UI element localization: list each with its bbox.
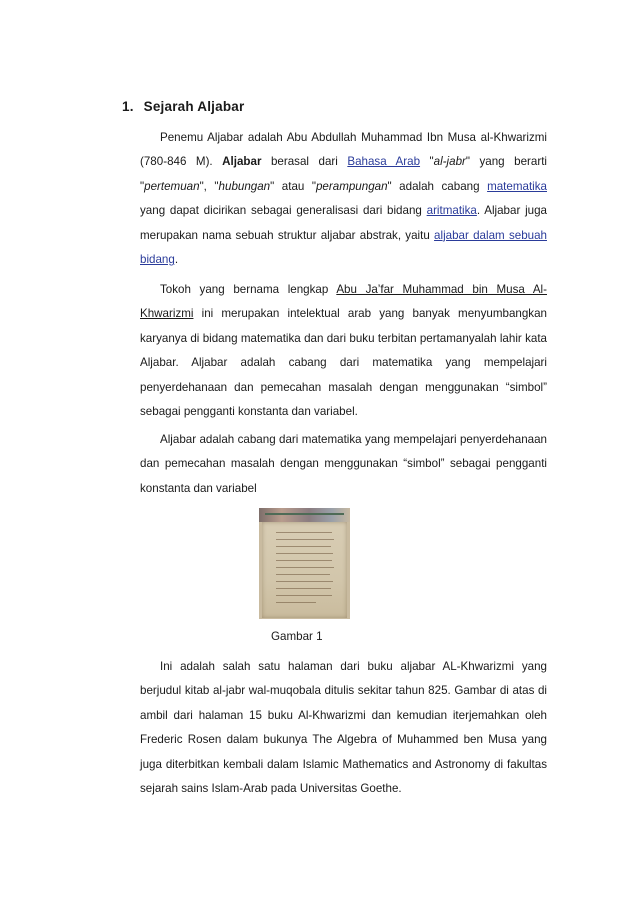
book-spine (259, 508, 350, 522)
p1-text: " atau " (270, 179, 316, 193)
p1-text: yang dapat dicirikan sebagai generalisasi dari bidang (140, 204, 427, 218)
paragraph-tokoh (140, 278, 547, 424)
manuscript-image (259, 508, 350, 619)
heading-title: Sejarah Aljabar (143, 99, 245, 114)
p1-text: . (174, 253, 179, 267)
p3-text: Aljabar adalah cabang dari matematika yang mempelajari penyerdehanaan dan pemecahan masalah dengan menggunakan “simbol” sebagai pengganti konstanta dan variabel (140, 433, 547, 495)
link-bahasa-arab[interactable]: Bahasa Arab (347, 155, 421, 169)
section-heading (122, 99, 244, 114)
p2-underlined-name: Abu Ja’far Muhammad bin Musa Al-Khwarizmi (140, 283, 547, 321)
manuscript-page (262, 522, 347, 618)
p1-text: " (420, 155, 434, 169)
link-aritmatika[interactable]: aritmatika (426, 204, 477, 218)
p1-text: Penemu Aljabar adalah Abu Abdullah Muhammad Ibn Musa al-Khwarizmi (780-846 M). (140, 131, 547, 169)
p1-text: . Aljabar juga merupakan nama sebuah struktur aljabar abstrak, yaitu (140, 204, 547, 242)
p1-text: berasal dari (261, 155, 348, 169)
p1-italic-hubungan: hubungan (218, 179, 271, 193)
p1-italic-al-jabr: al-jabr (433, 155, 466, 169)
p1-italic-perampungan: perampungan (315, 179, 388, 193)
paragraph-halaman-buku (140, 655, 547, 801)
link-aljabar-dalam-sebuah-bidang[interactable]: aljabar dalam sebuah bidang (140, 228, 547, 267)
figure-caption: Gambar 1 (271, 630, 323, 643)
p1-text: ", " (199, 179, 219, 193)
paragraph-definisi (140, 428, 547, 501)
p1-text: " adalah cabang (387, 179, 488, 193)
p1-italic-pertemuan: pertemuan (144, 179, 200, 193)
paragraph-penemu (140, 126, 547, 272)
p2-text: ini merupakan intelektual arab yang banyak menyumbangkan karyanya di bidang matematika dan dari buku terbitan pertamanyalah lahir kata Aljabar. Aljabar adalah cabang dari matematika yang mempelajari penyerdehanaan dan pemecahan masalah dengan menggunakan “simbol” sebagai pengganti konstanta dan variabel. (140, 307, 547, 419)
link-matematika[interactable]: matematika (487, 179, 547, 193)
heading-number: 1. (122, 99, 134, 114)
p2-text: Tokoh yang bernama lengkap (160, 283, 337, 296)
p1-text: " yang berarti " (140, 155, 547, 193)
p4-text: Ini adalah salah satu halaman dari buku aljabar AL-Khwarizmi yang berjudul kitab al-jabr wal-muqobala ditulis sekitar tahun 825. Gambar di atas di ambil dari halaman 15 buku Al-Khwarizmi dan kemudian iterjemahkan oleh Frederic Rosen dalam bukunya The Algebra of Muhammed ben Musa yang juga diterbitkan kembali dalam Islamic Mathematics and Astronomy di fakultas sejarah sains Islam-Arab pada Universitas Goethe. (140, 660, 547, 796)
p1-bold-aljabar: Aljabar (222, 155, 262, 169)
